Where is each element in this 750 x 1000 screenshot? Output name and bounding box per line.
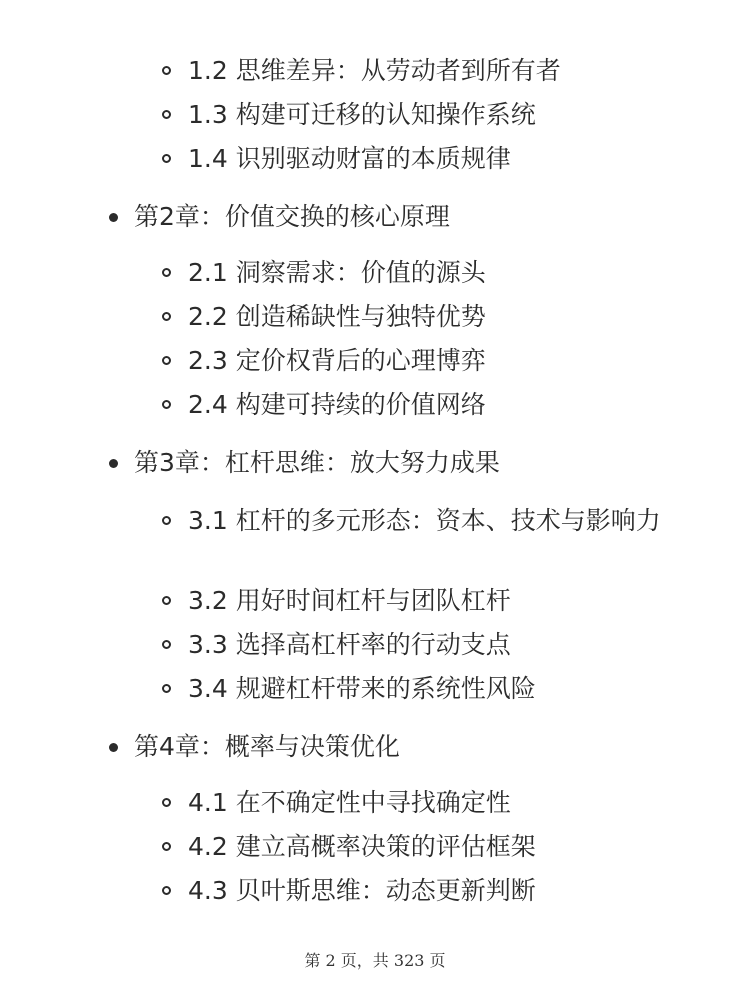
hollow-bullet-icon	[162, 684, 171, 693]
toc-subitem-label: 2.3 定价权背后的心理博弈	[188, 346, 486, 375]
toc-subitem-3-4	[188, 668, 536, 710]
toc-chapter-label: 第3章：杠杆思维：放大努力成果	[134, 448, 500, 477]
toc-subitem-label: 1.2 思维差异：从劳动者到所有者	[188, 56, 561, 85]
toc-subitem-label: 4.3 贝叶斯思维：动态更新判断	[188, 876, 536, 905]
hollow-bullet-icon	[162, 798, 171, 807]
toc-subitem-label: 3.3 选择高杠杆率的行动支点	[188, 630, 511, 659]
filled-bullet-icon	[109, 743, 118, 752]
toc-subitem-label: 1.3 构建可迁移的认知操作系统	[188, 100, 536, 129]
toc-subitem-label: 2.1 洞察需求：价值的源头	[188, 258, 486, 287]
hollow-bullet-icon	[162, 66, 171, 75]
toc-subitem-1-3	[188, 94, 536, 136]
toc-subitem-4-3	[188, 870, 536, 912]
hollow-bullet-icon	[162, 400, 171, 409]
toc-subitem-label: 2.4 构建可持续的价值网络	[188, 390, 486, 419]
hollow-bullet-icon	[162, 356, 171, 365]
toc-subitem-3-1	[188, 500, 668, 542]
toc-subitem-2-4	[188, 384, 486, 426]
toc-subitem-2-1	[188, 252, 486, 294]
toc-chapter-label: 第4章：概率与决策优化	[134, 732, 400, 761]
filled-bullet-icon	[109, 213, 118, 222]
toc-chapter-2	[134, 196, 450, 238]
hollow-bullet-icon	[162, 516, 171, 525]
toc-subitem-3-2	[188, 580, 511, 622]
hollow-bullet-icon	[162, 640, 171, 649]
toc-subitem-2-2	[188, 296, 486, 338]
toc-subitem-label: 4.1 在不确定性中寻找确定性	[188, 788, 511, 817]
page-number-footer: 第 2 页，共 323 页	[304, 951, 446, 970]
hollow-bullet-icon	[162, 596, 171, 605]
hollow-bullet-icon	[162, 842, 171, 851]
toc-subitem-label: 2.2 创造稀缺性与独特优势	[188, 302, 486, 331]
hollow-bullet-icon	[162, 312, 171, 321]
hollow-bullet-icon	[162, 268, 171, 277]
toc-subitem-1-2	[188, 50, 561, 92]
hollow-bullet-icon	[162, 154, 171, 163]
toc-subitem-1-4	[188, 138, 511, 180]
toc-subitem-label: 3.1 杠杆的多元形态：资本、技术与影响力	[188, 506, 661, 535]
filled-bullet-icon	[109, 459, 118, 468]
hollow-bullet-icon	[162, 886, 171, 895]
toc-subitem-label: 4.2 建立高概率决策的评估框架	[188, 832, 536, 861]
toc-subitem-label: 1.4 识别驱动财富的本质规律	[188, 144, 511, 173]
toc-subitem-label: 3.2 用好时间杠杆与团队杠杆	[188, 586, 511, 615]
toc-chapter-label: 第2章：价值交换的核心原理	[134, 202, 450, 231]
toc-chapter-3	[134, 442, 500, 484]
toc-subitem-4-2	[188, 826, 536, 868]
toc-subitem-label: 3.4 规避杠杆带来的系统性风险	[188, 674, 536, 703]
hollow-bullet-icon	[162, 110, 171, 119]
toc-subitem-4-1	[188, 782, 511, 824]
toc-chapter-4	[134, 726, 400, 768]
toc-subitem-3-3	[188, 624, 511, 666]
toc-subitem-2-3	[188, 340, 486, 382]
